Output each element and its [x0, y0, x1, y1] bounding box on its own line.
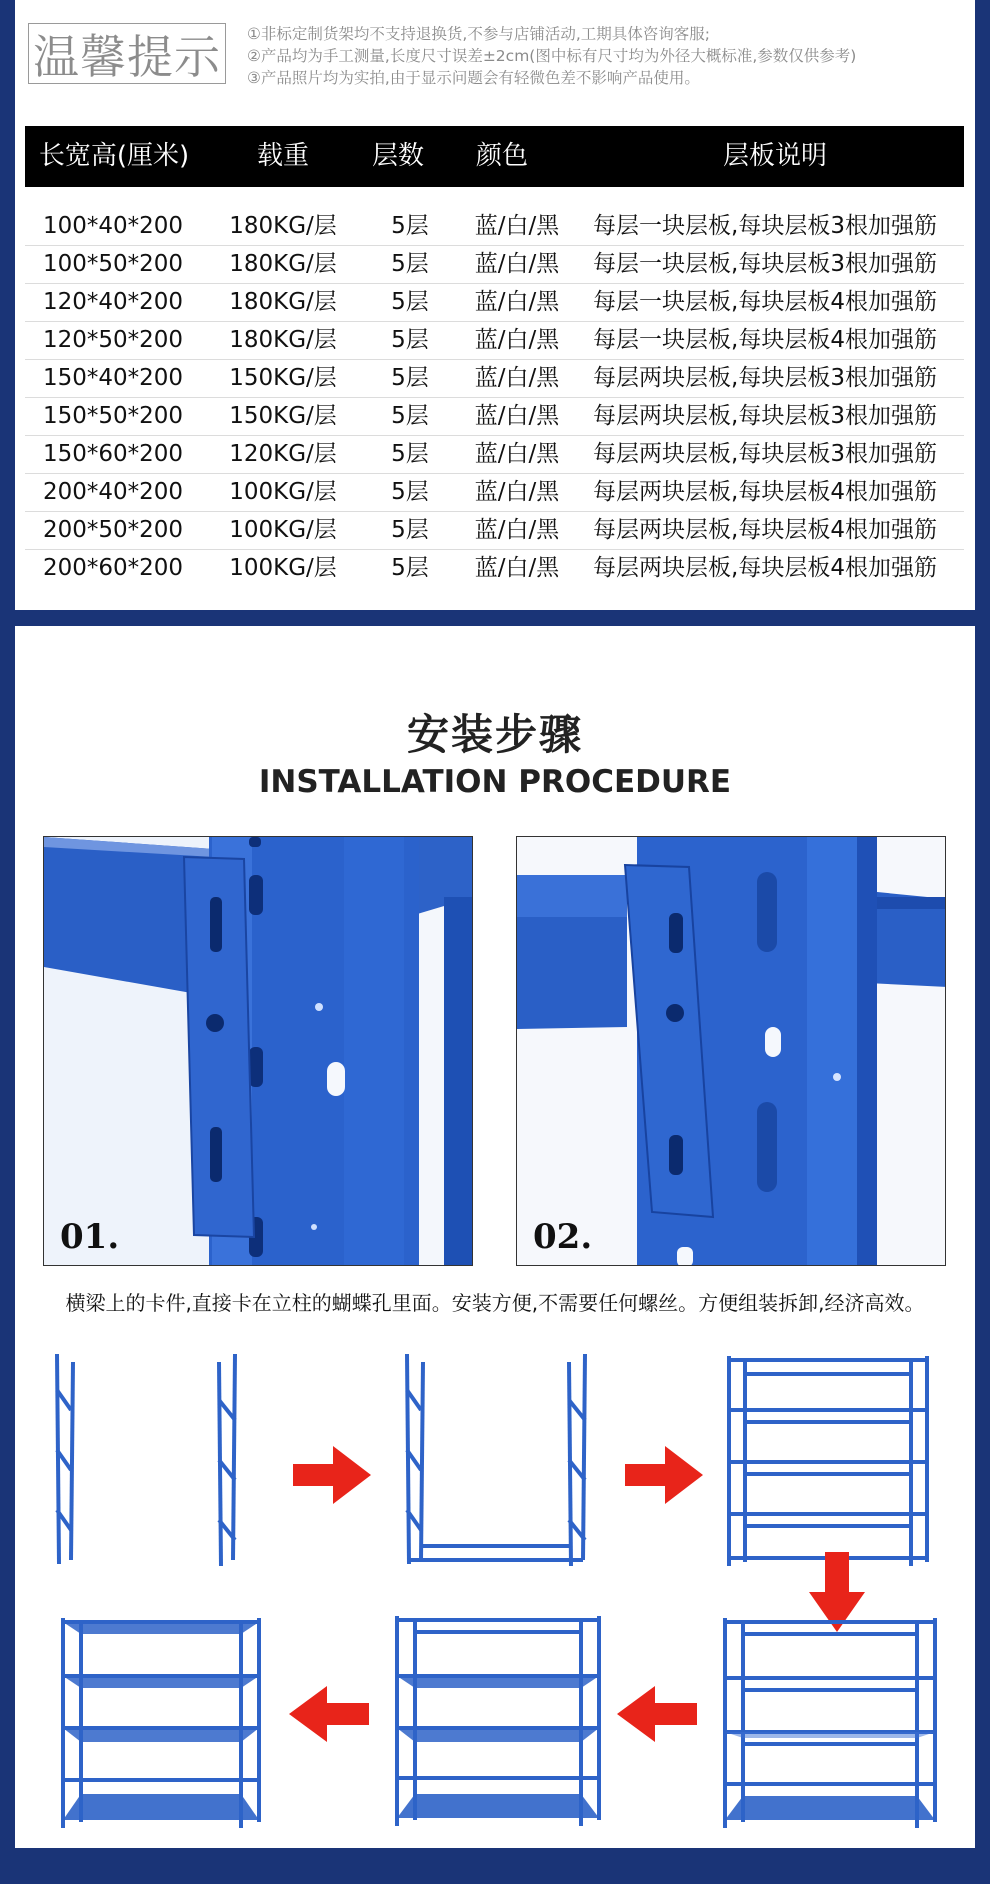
cell-shelf-notes: 每层一块层板,每块层板3根加强筋: [593, 213, 937, 239]
cell-layers: 5层: [391, 289, 429, 315]
arrow-left-icon: [617, 1686, 697, 1742]
cell-shelf-notes: 每层一块层板,每块层板3根加强筋: [593, 251, 937, 277]
cell-layers: 5层: [391, 251, 429, 277]
cell-load: 180KG/层: [229, 251, 337, 277]
cell-dimensions: 150*50*200: [42, 403, 184, 429]
cell-dimensions: 120*50*200: [42, 327, 184, 353]
arrow-right-icon: [625, 1446, 703, 1504]
cell-load: 150KG/层: [229, 403, 337, 429]
section-title: 安装步骤: [406, 710, 583, 759]
table-row: [25, 284, 964, 322]
install-photo-2: [516, 836, 946, 1266]
tips-title-box: [28, 23, 226, 84]
table-row: [25, 322, 964, 360]
cell-color: 蓝/白/黑: [474, 365, 560, 391]
cell-load: 180KG/层: [229, 289, 337, 315]
tip-line: ②产品均为手工测量,长度尺寸误差±2cm(图中标有尺寸均为外径大概标准,参数仅供参考): [247, 47, 857, 65]
spec-table-header: [25, 126, 964, 187]
cell-shelf-notes: 每层两块层板,每块层板4根加强筋: [593, 517, 937, 543]
cell-dimensions: 150*60*200: [42, 441, 184, 467]
header-color: 颜色: [475, 141, 528, 171]
cell-color: 蓝/白/黑: [474, 403, 560, 429]
cell-load: 150KG/层: [229, 365, 337, 391]
cell-color: 蓝/白/黑: [474, 251, 560, 277]
cell-dimensions: 100*50*200: [42, 251, 184, 277]
beam-clip-photo-1: [44, 837, 473, 1266]
tips-title: 温馨提示: [33, 29, 221, 84]
cell-shelf-notes: 每层两块层板,每块层板3根加强筋: [593, 365, 937, 391]
cell-layers: 5层: [391, 517, 429, 543]
step-diagram-complete-rack: [59, 1614, 265, 1832]
spec-panel: [15, 0, 975, 610]
tip-line: ①非标定制货架均不支持退换货,不参与店铺活动,工期具体咨询客服;: [247, 25, 710, 43]
step-diagram-all-beams: [725, 1352, 931, 1570]
spec-table-body: [25, 208, 964, 587]
step-diagram-bottom-beam: [401, 1350, 601, 1572]
cell-color: 蓝/白/黑: [474, 441, 560, 467]
header-layers: 层数: [371, 141, 424, 171]
cell-shelf-notes: 每层一块层板,每块层板4根加强筋: [593, 289, 937, 315]
cell-dimensions: 150*40*200: [42, 365, 184, 391]
photo-step-label: 02.: [533, 1217, 593, 1257]
cell-color: 蓝/白/黑: [474, 555, 560, 581]
cell-load: 100KG/层: [229, 517, 337, 543]
cell-shelf-notes: 每层两块层板,每块层板4根加强筋: [593, 555, 937, 581]
cell-layers: 5层: [391, 365, 429, 391]
cell-layers: 5层: [391, 555, 429, 581]
cell-layers: 5层: [391, 479, 429, 505]
cell-layers: 5层: [391, 213, 429, 239]
step-diagram-uprights: [51, 1350, 251, 1570]
cell-dimensions: 200*50*200: [42, 517, 184, 543]
table-row: [25, 474, 964, 512]
cell-load: 120KG/层: [229, 441, 337, 467]
header-shelf-notes: 层板说明: [722, 141, 827, 171]
cell-layers: 5层: [391, 327, 429, 353]
cell-shelf-notes: 每层两块层板,每块层板3根加强筋: [593, 403, 937, 429]
cell-shelf-notes: 每层两块层板,每块层板4根加强筋: [593, 479, 937, 505]
table-row: [25, 246, 964, 284]
table-row: [25, 512, 964, 550]
arrow-right-icon: [293, 1446, 371, 1504]
installation-panel: [15, 626, 975, 1848]
header-dimensions: 长宽高(厘米): [38, 141, 190, 171]
step-diagram-first-panels: [721, 1614, 941, 1832]
table-row: [25, 550, 964, 587]
cell-color: 蓝/白/黑: [474, 289, 560, 315]
cell-layers: 5层: [391, 403, 429, 429]
cell-dimensions: 200*40*200: [42, 479, 184, 505]
section-subtitle: INSTALLATION PROCEDURE: [258, 764, 732, 800]
step-diagram-more-panels: [393, 1612, 605, 1832]
header-load: 载重: [256, 141, 309, 171]
cell-dimensions: 120*40*200: [42, 289, 184, 315]
table-row: [25, 436, 964, 474]
tip-line: ③产品照片均为实拍,由于显示问题会有轻微色差不影响产品使用。: [247, 69, 700, 87]
cell-load: 180KG/层: [229, 213, 337, 239]
cell-color: 蓝/白/黑: [474, 517, 560, 543]
cell-dimensions: 200*60*200: [42, 555, 184, 581]
installation-description: 横梁上的卡件,直接卡在立柱的蝴蝶孔里面。安装方便,不需要任何螺丝。方便组装拆卸,经济高效。: [65, 1291, 925, 1315]
cell-shelf-notes: 每层两块层板,每块层板3根加强筋: [593, 441, 937, 467]
cell-layers: 5层: [391, 441, 429, 467]
arrow-left-icon: [289, 1686, 369, 1742]
cell-load: 180KG/层: [229, 327, 337, 353]
cell-color: 蓝/白/黑: [474, 327, 560, 353]
photo-step-label: 01.: [60, 1217, 120, 1257]
table-row: [25, 360, 964, 398]
table-row: [25, 398, 964, 436]
tips-list: [247, 23, 967, 89]
cell-dimensions: 100*40*200: [42, 213, 184, 239]
cell-load: 100KG/层: [229, 555, 337, 581]
cell-color: 蓝/白/黑: [474, 479, 560, 505]
cell-load: 100KG/层: [229, 479, 337, 505]
cell-color: 蓝/白/黑: [474, 213, 560, 239]
table-row: [25, 208, 964, 246]
beam-clip-photo-2: [517, 837, 946, 1266]
install-photo-1: [43, 836, 473, 1266]
cell-shelf-notes: 每层一块层板,每块层板4根加强筋: [593, 327, 937, 353]
